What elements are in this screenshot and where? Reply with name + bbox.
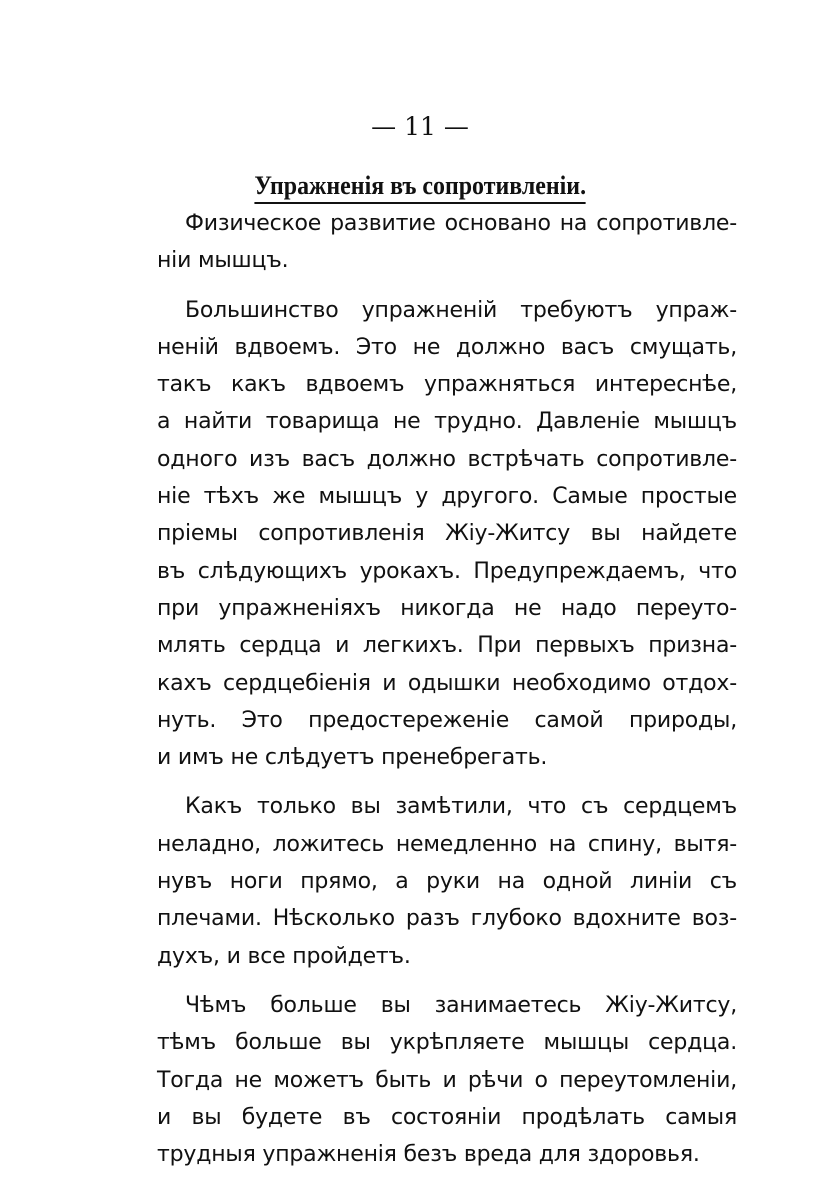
- text-line: духъ, и все пройдетъ.: [157, 943, 411, 969]
- paragraph: [157, 788, 737, 974]
- text-line: въ слѣдующихъ урокахъ. Предупреждаемъ, что: [157, 558, 737, 584]
- text-line: ніи мышцъ.: [157, 248, 289, 274]
- page-number: — 11 —: [371, 112, 469, 141]
- text-line: и имъ не слѣдуетъ пренебрегать.: [157, 745, 548, 771]
- text-line: трудныя упражненія безъ вреда для здоровья.: [157, 1142, 700, 1168]
- text-line: плечами. Нѣсколько разъ глубоко вдохните воз-: [157, 906, 737, 932]
- paragraph: [157, 205, 737, 280]
- text-line: Тогда не можетъ быть и рѣчи о переутомленіи,: [157, 1067, 737, 1093]
- paragraph: [157, 987, 737, 1173]
- text-line: Физическое развитие основано на сопротивле-: [185, 211, 737, 236]
- text-line: тѣмъ больше вы укрѣпляете мышцы сердца.: [157, 1030, 737, 1056]
- text-line: такъ какъ вдвоемъ упражняться интереснѣе,: [157, 372, 737, 398]
- section-heading: Упражненія въ сопротивленіи.: [254, 170, 586, 204]
- text-line: нуть. Это предостереженіе самой природы,: [157, 707, 737, 733]
- text-line: Какъ только вы замѣтили, что съ сердцемъ: [185, 794, 737, 820]
- section-heading-wrapper: [0, 170, 840, 204]
- text-line: и вы будете въ состояніи продѣлать самыя: [157, 1104, 737, 1130]
- paragraph: [157, 292, 737, 777]
- text-line: Большинство упражненій требуютъ упраж-: [185, 297, 737, 323]
- text-line: Чѣмъ больше вы занимаетесь Жіу-Житсу,: [185, 992, 737, 1018]
- text-line: млять сердца и легкихъ. При первыхъ призна-: [157, 633, 737, 659]
- text-line: одного изъ васъ должно встрѣчать сопротивле-: [157, 446, 737, 472]
- text-line: нувъ ноги прямо, а руки на одной линіи съ: [157, 869, 737, 895]
- text-line: пріемы сопротивленія Жіу-Житсу вы найдете: [157, 521, 737, 547]
- text-line: неладно, ложитесь немедленно на спину, вытя-: [157, 831, 737, 857]
- text-line: ніе тѣхъ же мышцъ у другого. Самые простые: [157, 484, 737, 510]
- text-line: кахъ сердцебіенія и одышки необходимо отдох-: [157, 670, 737, 696]
- text-line: а найти товарища не трудно. Давленіе мышцъ: [157, 409, 737, 435]
- body-text: [157, 205, 737, 1185]
- text-line: при упражненіяхъ никогда не надо переуто-: [157, 595, 737, 621]
- text-line: неній вдвоемъ. Это не должно васъ смущать,: [157, 334, 737, 360]
